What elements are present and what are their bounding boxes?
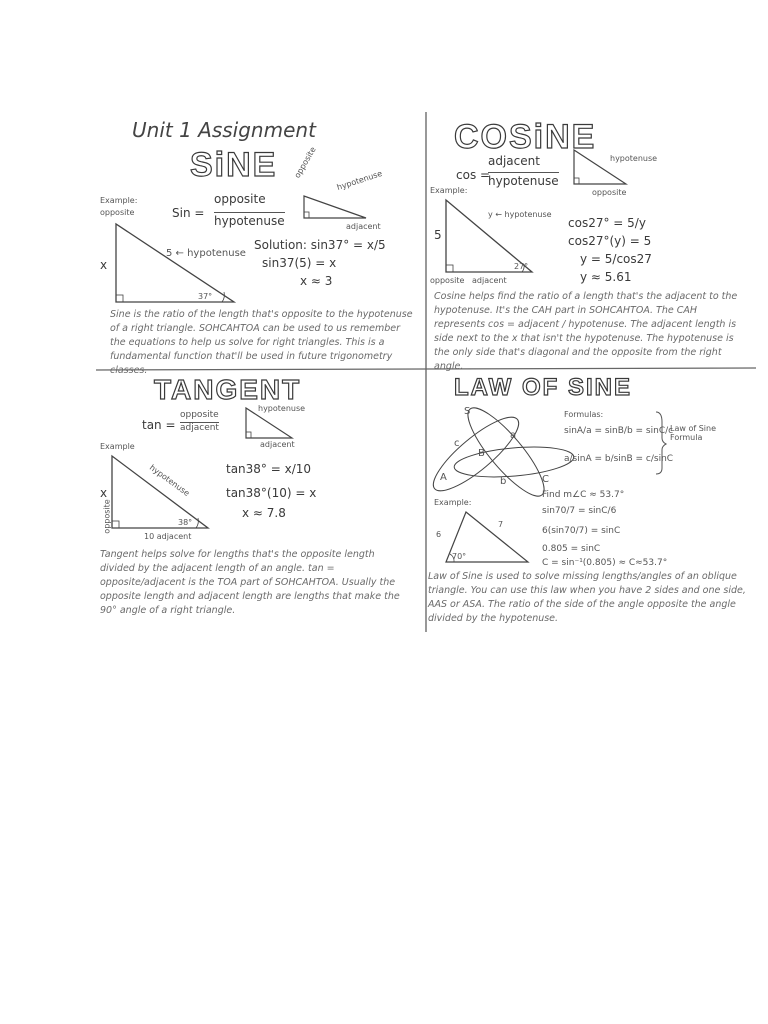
- sine-solution-line-1: Solution: sin37° = x/5: [254, 238, 386, 252]
- law-of-sine-work-3: 6(sin70/7) = sinC: [542, 526, 621, 536]
- sine-example-angle: 37°: [198, 292, 213, 301]
- cosine-example-hypotenuse: y ← hypotenuse: [488, 210, 552, 219]
- tangent-title: TANGENT: [154, 374, 302, 405]
- tangent-icon-hypotenuse: hypotenuse: [258, 404, 306, 413]
- law-of-sine-example-side-6: 6: [436, 530, 442, 539]
- cosine-solution-line-2: cos27°(y) = 5: [568, 234, 652, 248]
- law-of-sine-formula-2: a/sinA = b/sinB = c/sinC: [564, 454, 674, 464]
- tangent-example-opposite: opposite: [102, 499, 112, 534]
- cosine-formula-lhs: cos =: [456, 168, 491, 182]
- law-of-sine-work-5: C = sin⁻¹(0.805) ≈ C≈53.7°: [542, 558, 668, 568]
- sine-example-side-x: x: [100, 258, 108, 272]
- law-of-sine-letter-capital-a: A: [440, 472, 447, 483]
- cosine-icon-hypotenuse: hypotenuse: [610, 154, 658, 163]
- cosine-example-side: 5: [434, 228, 442, 242]
- cosine-title: COSiNE: [454, 118, 597, 156]
- sine-example-opposite: opposite: [100, 208, 135, 217]
- tangent-paragraph: Tangent helps solve for lengths that's the opposite length divided by the adjacent length of an angle. tan = opposite/adjacent is the TOA part of SOHCAHTOA. Usually the opposite length and adjacent length are lengths that make the 90° angle of a right triangle.: [100, 549, 400, 616]
- cosine-example-opposite: opposite: [430, 276, 465, 285]
- sine-icon-hypotenuse: hypotenuse: [335, 168, 384, 193]
- sine-paragraph: Sine is the ratio of the length that's opposite to the hypotenuse of a right triangle. SOHCAHTOA can be used to us remember the equations to help us solve for right triangles. This is a fundamental function that'll be used in future trigonometry classes.: [110, 309, 413, 376]
- tangent-example-adjacent: 10 adjacent: [144, 532, 192, 541]
- tangent-formula-numerator: opposite: [180, 410, 219, 420]
- tangent-formula-denominator: adjacent: [180, 423, 219, 433]
- law-of-sine-example-side-7: 7: [498, 520, 504, 529]
- cosine-example-angle: 27°: [514, 262, 529, 271]
- law-of-sine-paragraph: Law of Sine is used to solve missing lengths/angles of an oblique triangle. You can use this law when you have 2 sides and one side, AAS or ASA. The ratio of the side of the angle opposite the angle divided by the hypotenuse.: [428, 571, 746, 624]
- sine-formula-lhs: Sin =: [172, 206, 205, 220]
- sine-icon-adjacent: adjacent: [346, 222, 381, 231]
- tangent-example-hypotenuse: hypotenuse: [147, 463, 192, 498]
- cosine-icon-opposite: opposite: [592, 188, 627, 197]
- tangent-solution-line-1: tan38° = x/10: [226, 462, 312, 476]
- law-of-sine-letter-a: a: [510, 430, 517, 441]
- tangent-formula-lhs: tan =: [142, 418, 176, 432]
- sine-solution-line-2: sin37(5) = x: [262, 256, 337, 270]
- cosine-solution-line-3: y = 5/cos27: [580, 252, 652, 266]
- sine-icon-opposite: opposite: [292, 145, 318, 180]
- law-of-sine-work-1: Find m∠C ≈ 53.7°: [542, 490, 625, 500]
- sine-formula-numerator: opposite: [214, 192, 266, 206]
- law-of-sine-letter-c: c: [454, 438, 460, 449]
- law-of-sine-letter-capital-b: B: [478, 448, 485, 459]
- sine-example-label: Example:: [100, 196, 138, 205]
- cosine-paragraph: Cosine helps find the ratio of a length that's the adjacent to the hypotenuse. It's the CAH part in SOHCAHTOA. The CAH represents cos = adjacent / hypotenuse. The adjacent length is side next to the x that isn't the hypotenuse. The hypotenuse is the only side that's diagonal and the opposite from the right angle.: [434, 291, 738, 372]
- law-of-sine-example-label: Example:: [434, 498, 472, 507]
- law-of-sine-work-2: sin70/7 = sinC/6: [542, 506, 617, 516]
- cosine-example-adjacent: adjacent: [472, 276, 507, 285]
- assignment-title: Unit 1 Assignment: [132, 118, 316, 142]
- law-of-sine-formulas-label: Formulas:: [564, 410, 604, 419]
- tangent-icon-adjacent: adjacent: [260, 440, 295, 449]
- tangent-example-side-x: x: [100, 486, 108, 500]
- law-of-sine-formula-1: sinA/a = sinB/b = sinC/c: [564, 426, 674, 436]
- tangent-example-label: Example: [100, 442, 135, 451]
- sine-solution-line-3: x ≈ 3: [300, 274, 333, 288]
- cosine-formula-denominator: hypotenuse: [488, 174, 559, 188]
- law-of-sine-letter-b: b: [500, 476, 507, 487]
- cosine-example-label: Example:: [430, 186, 468, 195]
- law-of-sine-example-angle: 70°: [452, 552, 467, 561]
- law-of-sine-letter-capital-c: C: [542, 474, 549, 485]
- law-of-sine-letter-s: S: [464, 406, 471, 417]
- cosine-solution-line-4: y ≈ 5.61: [580, 270, 632, 284]
- assignment-sheet: [96, 112, 756, 632]
- law-of-sine-side-note: Law of Sine Formula: [670, 424, 716, 442]
- tangent-example-angle: 38°: [178, 518, 193, 527]
- cosine-formula-numerator: adjacent: [488, 154, 540, 168]
- law-of-sine-example-triangle: [96, 112, 756, 632]
- law-of-sine-work-4: 0.805 = sinC: [542, 544, 601, 554]
- sine-example-hypotenuse: 5 ← hypotenuse: [166, 248, 246, 259]
- sine-title: SiNE: [190, 146, 278, 184]
- sine-formula-denominator: hypotenuse: [214, 214, 285, 228]
- cosine-solution-line-1: cos27° = 5/y: [568, 216, 646, 230]
- tangent-solution-line-3: x ≈ 7.8: [242, 506, 286, 520]
- tangent-solution-line-2: tan38°(10) = x: [226, 486, 317, 500]
- law-of-sine-title: LAW OF SINE: [454, 374, 632, 401]
